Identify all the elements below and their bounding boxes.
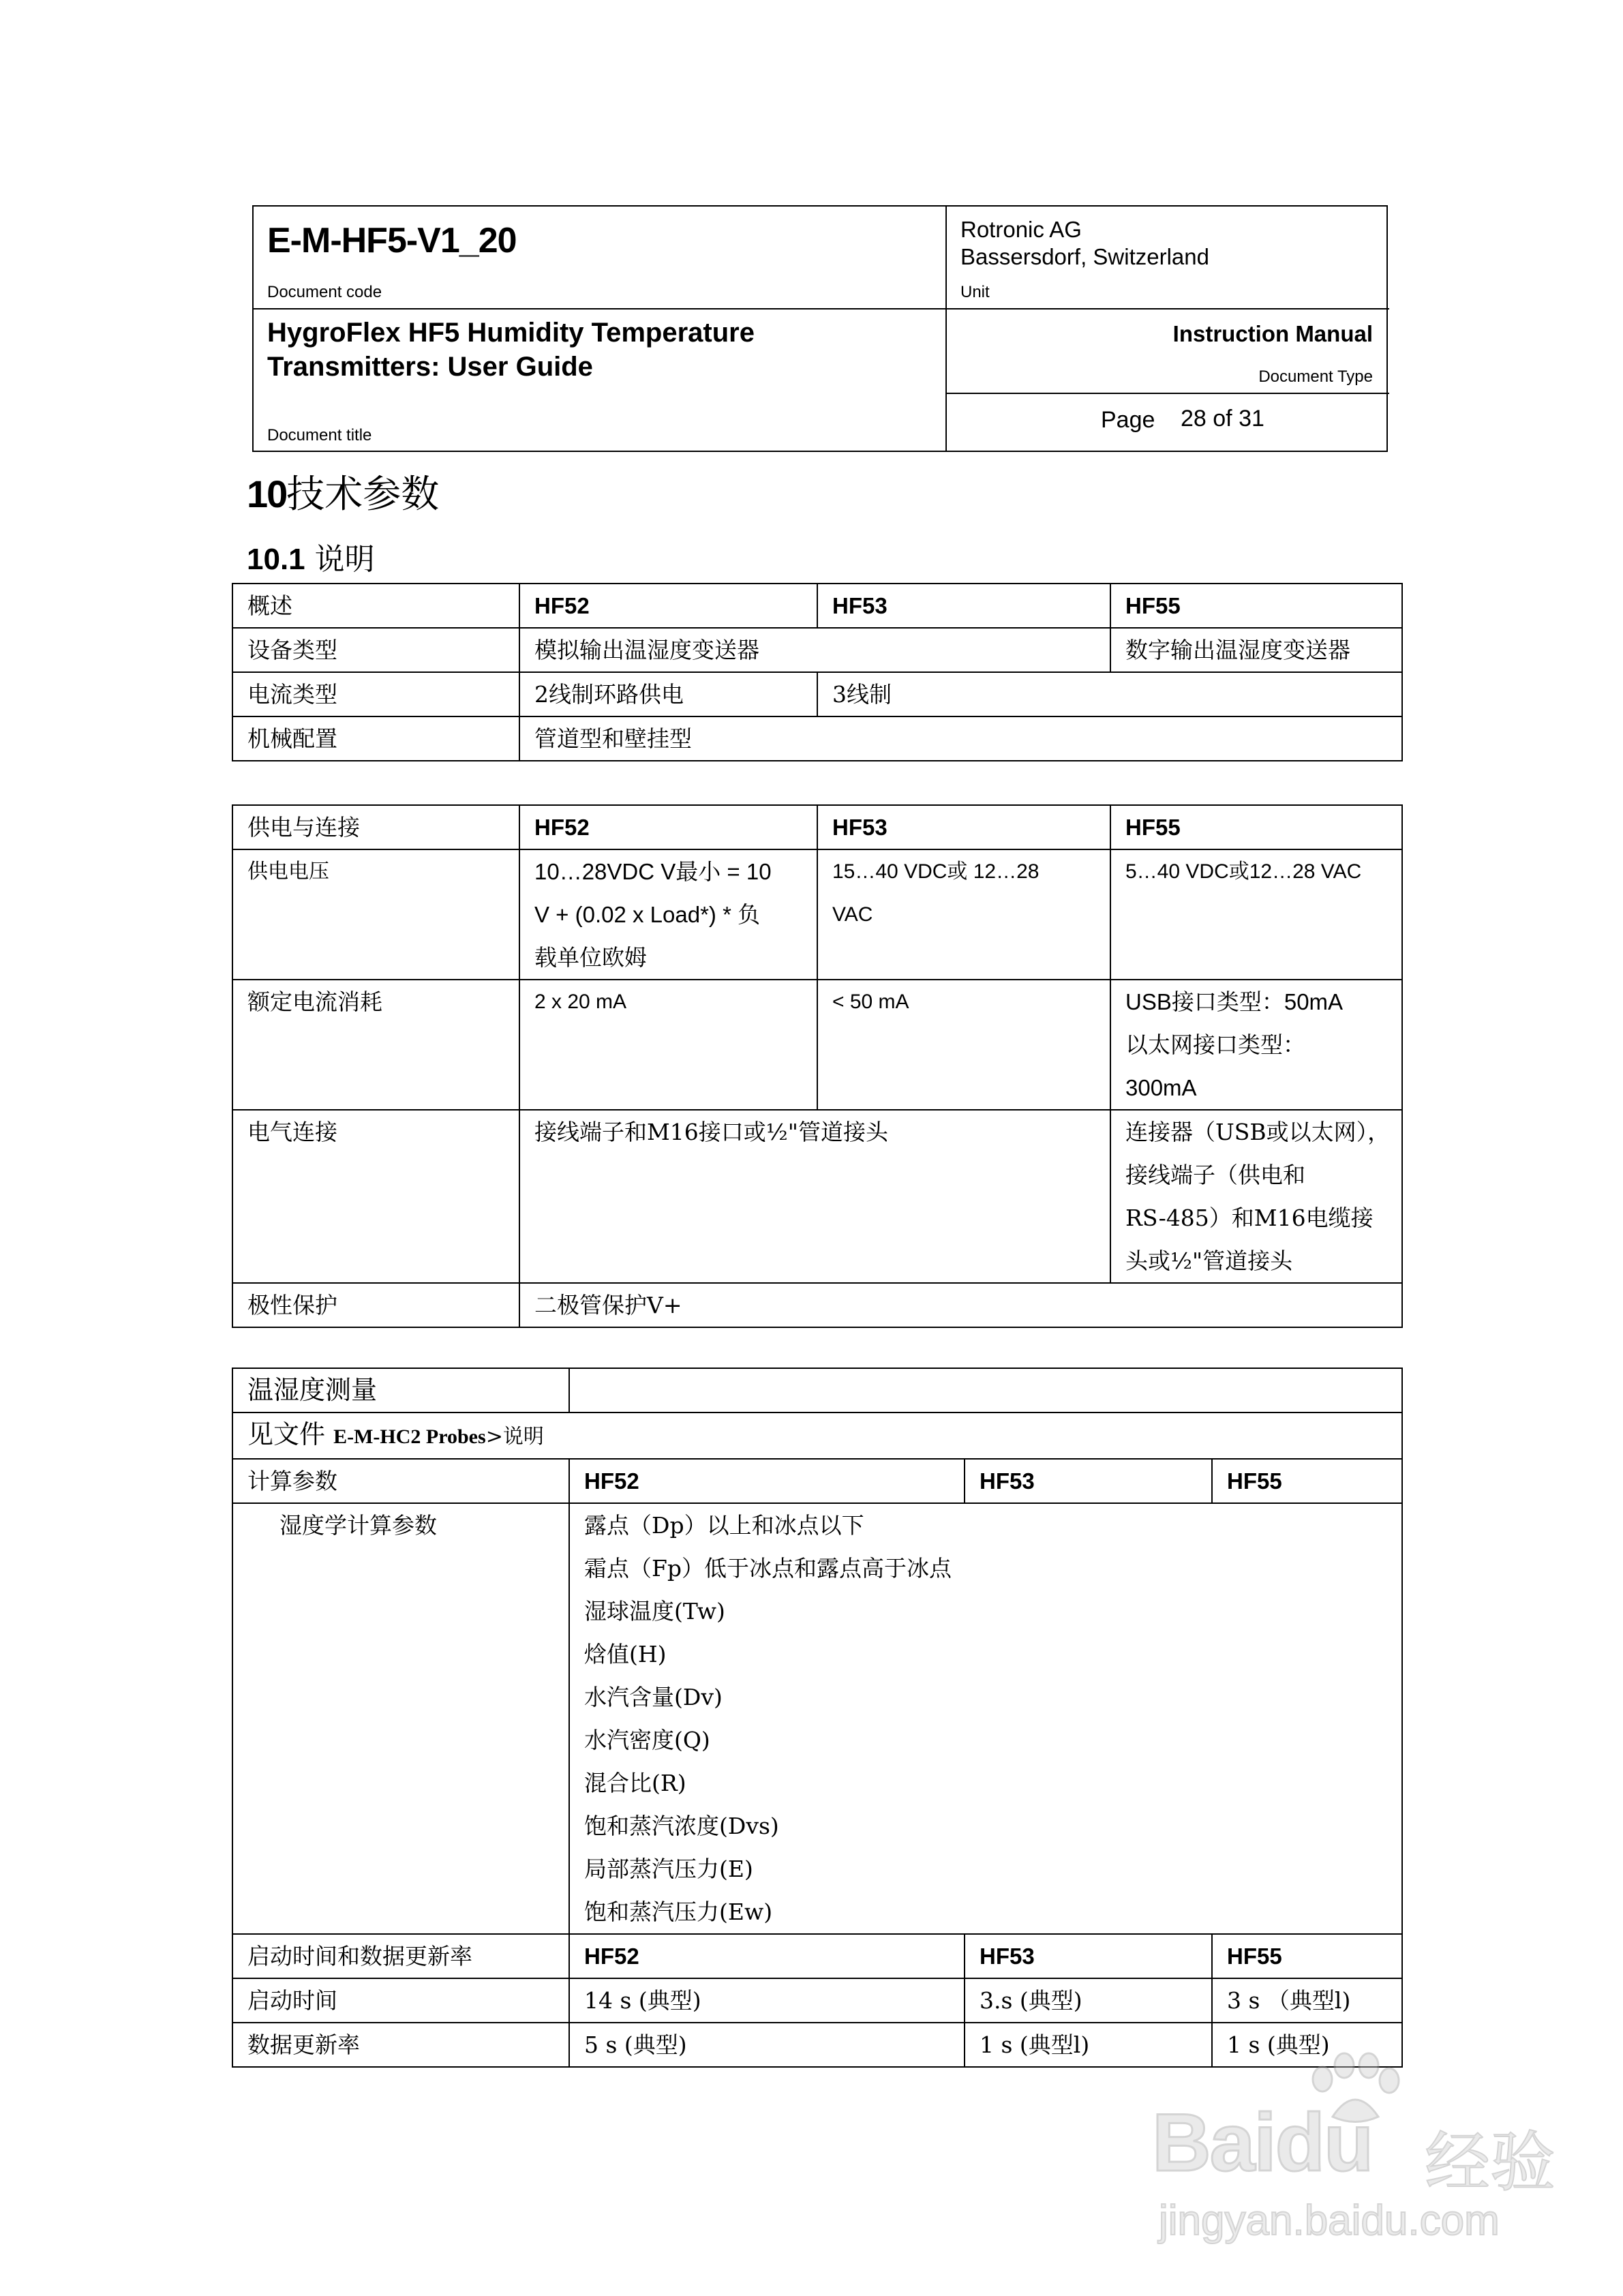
table-cell bbox=[569, 1368, 1402, 1413]
cell-line: V + (0.02 x Load*) * 负 bbox=[534, 902, 761, 927]
row-label: 额定电流消耗 bbox=[232, 980, 519, 1110]
table-cell: 3 s （典型l) bbox=[1212, 1978, 1402, 2023]
header-cell: HF53 bbox=[965, 1934, 1212, 1978]
cell-line: 接线端子（供电和 bbox=[1125, 1162, 1305, 1188]
list-item: 饱和蒸汽压力(Ew) bbox=[584, 1899, 773, 1925]
subsection-number: 10.1 bbox=[247, 543, 305, 576]
watermark-brand bbox=[1152, 2096, 1372, 2190]
header-cell: HF55 bbox=[1212, 1934, 1402, 1978]
list-item: 霜点（Fp）低于冰点和露点高于冰点 bbox=[584, 1555, 952, 1582]
watermark-brand-du: du bbox=[1275, 2097, 1373, 2188]
watermark-brand-cn: 经验 bbox=[1425, 2124, 1556, 2201]
company-name: Rotronic AG bbox=[960, 217, 1082, 242]
table-row bbox=[232, 1503, 1402, 1934]
cell-line: 头或½"管道接头 bbox=[1125, 1248, 1293, 1274]
measurement-title: 温湿度测量 bbox=[232, 1368, 569, 1413]
table-cell: 2 x 20 mA bbox=[519, 980, 817, 1110]
document-title-line: HygroFlex HF5 Humidity Temperature bbox=[267, 318, 755, 348]
section-heading bbox=[247, 470, 439, 519]
list-item: 水汽含量(Dv) bbox=[584, 1684, 723, 1710]
cell-line: 以太网接口类型： bbox=[1125, 1031, 1305, 1058]
subsection-title: 说明 bbox=[305, 542, 375, 577]
document-code: E-M-HF5-V1_20 bbox=[267, 221, 517, 260]
table-cell: 5…40 VDC或12…28 VAC bbox=[1110, 849, 1402, 980]
table-row bbox=[232, 1413, 1402, 1459]
document-type-label: Document Type bbox=[1258, 367, 1373, 386]
cell-line: RS-485）和M16电缆接 bbox=[1125, 1205, 1374, 1231]
header-cell: 启动时间和数据更新率 bbox=[232, 1934, 569, 1978]
see-document-prefix: 见文件 bbox=[247, 1419, 334, 1449]
table-cell: < 50 mA bbox=[817, 980, 1110, 1110]
document-header bbox=[252, 205, 1388, 452]
table-cell: 模拟输出温湿度变送器 bbox=[519, 628, 1110, 672]
table-cell bbox=[519, 849, 817, 980]
section-number: 10 bbox=[247, 472, 287, 515]
table-header-row bbox=[232, 1459, 1402, 1503]
table-cell: 3线制 bbox=[817, 672, 1402, 716]
row-label: 机械配置 bbox=[232, 716, 519, 761]
cell-line: 300mA bbox=[1125, 1075, 1197, 1100]
document-type: Instruction Manual bbox=[1172, 321, 1373, 346]
header-cell: HF52 bbox=[569, 1934, 965, 1978]
baidu-watermark bbox=[1152, 2052, 1561, 2256]
row-label: 电气连接 bbox=[232, 1110, 519, 1283]
row-label: 供电电压 bbox=[232, 849, 519, 980]
cell-line: 10…28VDC V最小 = 10 bbox=[534, 859, 772, 884]
watermark-brand-bai: Bai bbox=[1152, 2097, 1275, 2188]
table-cell: 接线端子和M16接口或½"管道接头 bbox=[519, 1110, 1110, 1283]
table-cell: 2线制环路供电 bbox=[519, 672, 817, 716]
document-title-line: Transmitters: User Guide bbox=[267, 352, 593, 382]
cell-line: 15…40 VDC或 12…28 bbox=[832, 860, 1040, 883]
row-label: 极性保护 bbox=[232, 1283, 519, 1327]
section-title: 技术参数 bbox=[286, 472, 440, 517]
table-row bbox=[232, 716, 1402, 761]
power-connection-table bbox=[232, 804, 1403, 1328]
header-cell: HF52 bbox=[569, 1459, 965, 1503]
header-cell: HF52 bbox=[519, 805, 817, 849]
table-cell: 1 s (典型) bbox=[1212, 2023, 1402, 2067]
table-cell: 管道型和壁挂型 bbox=[519, 716, 1402, 761]
table-cell: 数字输出温湿度变送器 bbox=[1110, 628, 1402, 672]
list-item: 饱和蒸汽浓度(Dvs) bbox=[584, 1813, 779, 1839]
header-cell: 供电与连接 bbox=[232, 805, 519, 849]
list-item: 混合比(R) bbox=[584, 1770, 686, 1796]
table-header-row bbox=[232, 1934, 1402, 1978]
header-cell: HF53 bbox=[817, 584, 1110, 628]
table-cell: 3.s (典型) bbox=[965, 1978, 1212, 2023]
cell-line: 载单位欧姆 bbox=[534, 944, 647, 971]
subsection-heading bbox=[247, 541, 375, 579]
document-title bbox=[267, 316, 755, 384]
unit-label: Unit bbox=[960, 283, 990, 301]
row-label: 启动时间 bbox=[232, 1978, 569, 2023]
measurement-table bbox=[232, 1368, 1403, 2068]
see-document-link: E-M-HC2 Probes bbox=[333, 1425, 486, 1448]
header-cell: HF55 bbox=[1110, 584, 1402, 628]
header-cell: HF55 bbox=[1212, 1459, 1402, 1503]
row-label: 湿度学计算参数 bbox=[232, 1503, 569, 1934]
page-number: 28 of 31 bbox=[1181, 406, 1264, 432]
table-row bbox=[232, 672, 1402, 716]
table-cell: 5 s (典型) bbox=[569, 2023, 965, 2067]
table-cell bbox=[1110, 1110, 1402, 1283]
table-header-row bbox=[232, 805, 1402, 849]
psychro-params-cell bbox=[569, 1503, 1402, 1934]
company-location: Bassersdorf, Switzerland bbox=[960, 244, 1209, 269]
table-cell bbox=[817, 849, 1110, 980]
header-cell: 计算参数 bbox=[232, 1459, 569, 1503]
row-label: 设备类型 bbox=[232, 628, 519, 672]
header-divider bbox=[254, 308, 945, 309]
header-divider bbox=[945, 308, 1389, 309]
see-document-suffix: >说明 bbox=[485, 1425, 544, 1449]
list-item: 露点（Dp）以上和冰点以下 bbox=[584, 1512, 864, 1539]
list-item: 水汽密度(Q) bbox=[584, 1727, 710, 1753]
table-row bbox=[232, 1110, 1402, 1283]
table-cell: 1 s (典型l) bbox=[965, 2023, 1212, 2067]
table-cell: 14 s (典型) bbox=[569, 1978, 965, 2023]
header-cell: HF55 bbox=[1110, 805, 1402, 849]
table-row bbox=[232, 980, 1402, 1110]
table-row bbox=[232, 849, 1402, 980]
list-item: 湿球温度(Tw) bbox=[584, 1598, 725, 1625]
row-label: 数据更新率 bbox=[232, 2023, 569, 2067]
header-cell: HF53 bbox=[965, 1459, 1212, 1503]
table-header-row bbox=[232, 584, 1402, 628]
document-code-label: Document code bbox=[267, 283, 382, 301]
description-table bbox=[232, 583, 1403, 761]
table-row bbox=[232, 628, 1402, 672]
header-cell: HF53 bbox=[817, 805, 1110, 849]
cell-line: VAC bbox=[832, 903, 873, 926]
header-cell: HF52 bbox=[519, 584, 817, 628]
header-divider bbox=[945, 393, 1389, 394]
cell-line: 连接器（USB或以太网）， bbox=[1125, 1119, 1391, 1145]
company-info bbox=[960, 216, 1209, 271]
header-divider bbox=[945, 207, 947, 451]
header-cell: 概述 bbox=[232, 584, 519, 628]
document-title-label: Document title bbox=[267, 426, 372, 444]
table-row bbox=[232, 1368, 1402, 1413]
table-cell bbox=[1110, 980, 1402, 1110]
row-label: 电流类型 bbox=[232, 672, 519, 716]
see-document-cell bbox=[232, 1413, 1402, 1459]
list-item: 焓值(H) bbox=[584, 1641, 667, 1667]
table-row bbox=[232, 1978, 1402, 2023]
cell-line: USB接口类型：50mA bbox=[1125, 989, 1344, 1014]
page-label: Page bbox=[1101, 407, 1155, 433]
watermark-site: jingyan.baidu.com bbox=[1159, 2197, 1500, 2244]
table-cell: 二极管保护V+ bbox=[519, 1283, 1402, 1327]
table-row bbox=[232, 1283, 1402, 1327]
list-item: 局部蒸汽压力(E) bbox=[584, 1856, 753, 1882]
